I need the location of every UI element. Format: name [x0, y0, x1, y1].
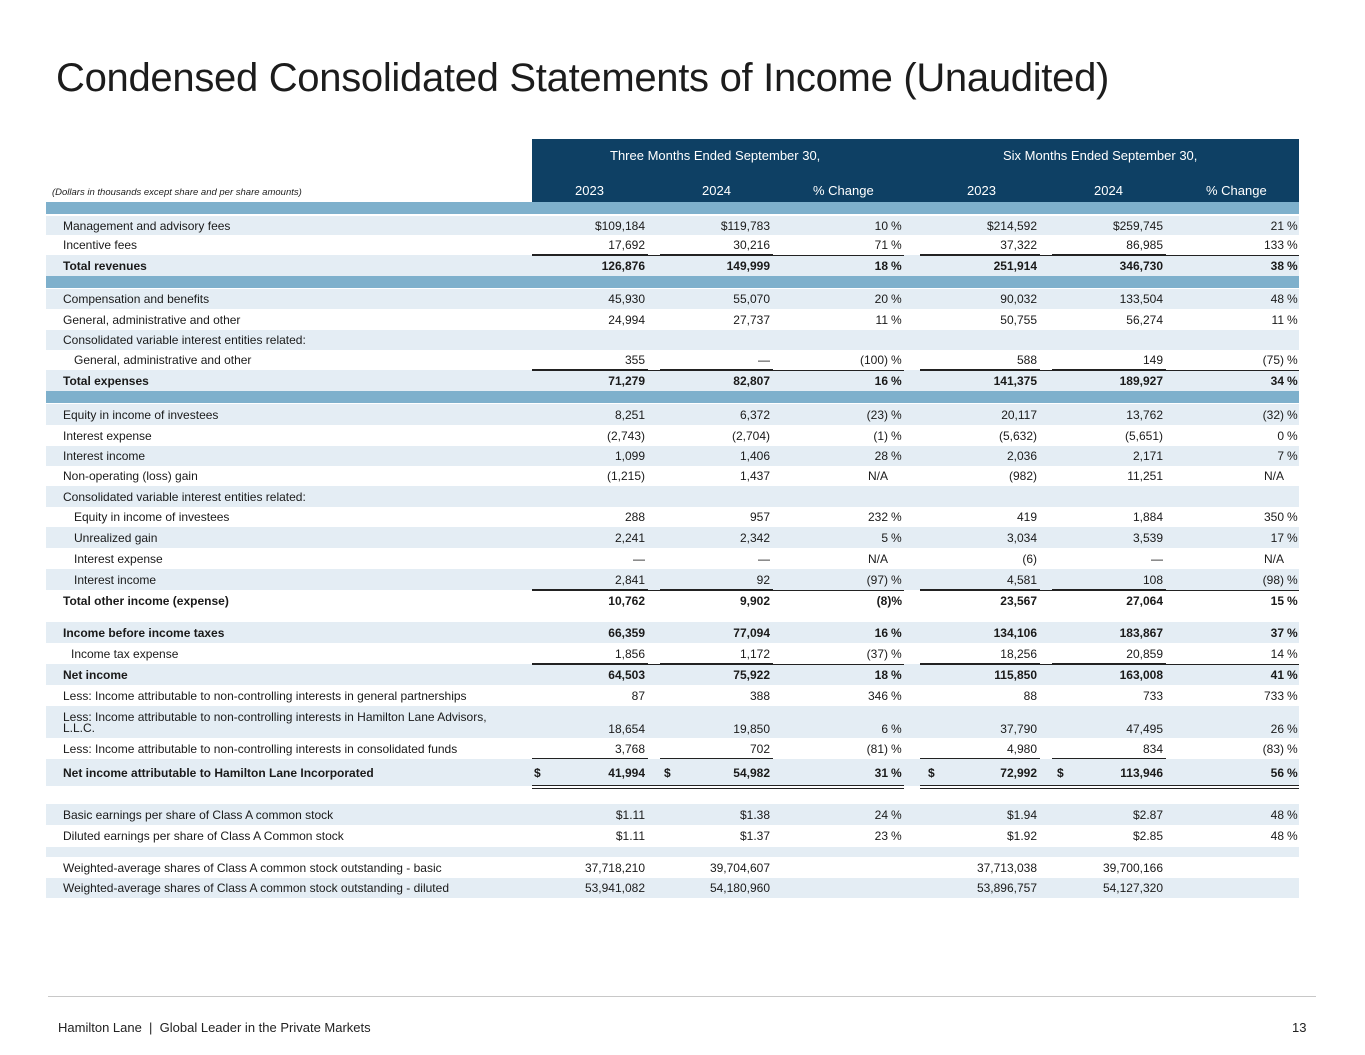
row-label: Interest expense [74, 552, 163, 566]
percent-sign: % [891, 531, 902, 545]
percent-sign: % [891, 238, 902, 252]
change-cell: (1) [873, 429, 888, 443]
value-cell: 4,581 [1006, 573, 1037, 587]
value-cell: (5,651) [1124, 429, 1163, 443]
spacer-row [46, 847, 1299, 857]
row-label: Weighted-average shares of Class A common stock outstanding - basic [63, 861, 442, 875]
change-cell: 733 [1263, 689, 1284, 703]
value-cell: 6,372 [739, 408, 770, 422]
value-cell: 141,375 [993, 374, 1037, 388]
value-cell: 189,927 [1119, 374, 1163, 388]
row-label: Management and advisory fees [63, 219, 231, 233]
value-cell: 834 [1142, 742, 1163, 756]
total-top-rule [532, 590, 904, 591]
percent-sign: % [891, 722, 902, 736]
table-row [46, 706, 1299, 738]
value-cell: 18,256 [1000, 647, 1037, 661]
percent-sign: % [891, 626, 902, 640]
percent-sign: % [891, 808, 902, 822]
value-cell: (1,215) [606, 469, 645, 483]
header-col-2024-q: 2024 [702, 183, 731, 198]
change-cell: (83) [1262, 742, 1284, 756]
row-label: Incentive fees [63, 238, 138, 252]
change-cell: 17 [1270, 531, 1284, 545]
units-note: (Dollars in thousands except share and per share amounts) [52, 187, 302, 198]
table-row [46, 446, 1299, 466]
value-cell: 1,884 [1132, 510, 1163, 524]
change-cell: 37 [1270, 626, 1284, 640]
change-cell: 28 [874, 449, 888, 463]
value-cell: 149 [1142, 353, 1163, 367]
value-cell: 66,359 [608, 626, 645, 640]
change-cell: 346 [867, 689, 888, 703]
header-three-months: Three Months Ended September 30, [610, 148, 821, 163]
table-row [46, 759, 1299, 786]
total-top-rule [920, 664, 1299, 665]
value-cell: 37,718,210 [584, 861, 645, 875]
value-cell: 92 [756, 573, 770, 587]
change-cell: (75) [1262, 353, 1284, 367]
value-cell: 88 [1023, 689, 1037, 703]
value-cell: 39,700,166 [1102, 861, 1163, 875]
change-cell: 11 [875, 313, 888, 327]
value-cell: 2,241 [614, 531, 645, 545]
value-cell: $1.94 [1006, 808, 1037, 822]
change-cell: N/A [867, 469, 888, 483]
percent-sign: % [891, 829, 902, 843]
percent-sign: % [1287, 626, 1298, 640]
change-cell: 21 [1270, 219, 1284, 233]
change-cell: (97) [866, 573, 888, 587]
value-cell: 288 [624, 510, 645, 524]
dollar-sign: $ [664, 766, 671, 780]
value-cell: 251,914 [993, 259, 1037, 273]
percent-sign: % [891, 259, 902, 273]
table-row [46, 643, 1299, 664]
value-cell: 30,216 [733, 238, 770, 252]
value-cell: 41,994 [608, 766, 645, 780]
percent-sign: % [891, 510, 902, 524]
percent-sign: % [1287, 374, 1298, 388]
row-label: Total revenues [63, 259, 147, 273]
value-cell: $259,745 [1112, 219, 1163, 233]
change-cell: 48 [1270, 808, 1284, 822]
change-cell: 7 [1277, 449, 1284, 463]
change-cell: N/A [1263, 469, 1284, 483]
percent-sign: % [1287, 531, 1298, 545]
table-row [46, 350, 1299, 370]
percent-sign: % [1287, 594, 1298, 608]
table-row [46, 738, 1299, 759]
change-cell: N/A [1263, 552, 1284, 566]
percent-sign: % [891, 647, 902, 661]
percent-sign: % [1287, 510, 1298, 524]
value-cell: — [633, 552, 645, 566]
row-label: Net income [63, 668, 128, 682]
value-cell: 733 [1142, 689, 1163, 703]
percent-sign: % [1287, 259, 1298, 273]
value-cell: 2,342 [739, 531, 770, 545]
percent-sign: % [891, 668, 902, 682]
section-band [46, 276, 1299, 288]
change-cell: 16 [874, 374, 888, 388]
row-label: Total other income (expense) [63, 594, 229, 608]
change-cell: 0 [1277, 429, 1284, 443]
value-cell: 50,755 [1000, 313, 1037, 327]
change-cell: 15 [1270, 594, 1284, 608]
table-row [46, 622, 1299, 643]
row-label: Unrealized gain [74, 531, 158, 545]
value-cell: 2,841 [614, 573, 645, 587]
value-cell: 71,279 [608, 374, 645, 388]
section-band [46, 391, 1299, 403]
change-cell: 41 [1270, 668, 1284, 682]
row-label: Non-operating (loss) gain [63, 469, 198, 483]
table-row [46, 569, 1299, 590]
header-col-change-h: % Change [1206, 183, 1267, 198]
header-col-2024-h: 2024 [1094, 183, 1123, 198]
value-cell: 87 [631, 689, 645, 703]
value-cell: (2,704) [731, 429, 770, 443]
value-cell: 183,867 [1119, 626, 1163, 640]
percent-sign: % [1287, 668, 1298, 682]
value-cell: — [1151, 552, 1163, 566]
value-cell: $2.85 [1132, 829, 1163, 843]
row-label: Interest income [74, 573, 157, 587]
value-cell: 54,180,960 [709, 881, 770, 895]
page-title: Condensed Consolidated Statements of Income (Unaudited) [56, 56, 1110, 100]
value-cell: 39,704,607 [709, 861, 770, 875]
value-cell: (5,632) [998, 429, 1037, 443]
percent-sign: % [1287, 766, 1298, 780]
value-cell: 53,896,757 [976, 881, 1037, 895]
percent-sign: % [1287, 292, 1298, 306]
percent-sign: % [1287, 689, 1298, 703]
value-cell: 77,094 [733, 626, 770, 640]
value-cell: 108 [1142, 573, 1163, 587]
total-top-rule [920, 590, 1299, 591]
change-cell: (98) [1262, 573, 1284, 587]
table-row [46, 370, 1299, 391]
value-cell: 27,064 [1126, 594, 1163, 608]
value-cell: 45,930 [608, 292, 645, 306]
value-cell: 355 [624, 353, 645, 367]
value-cell: 37,713,038 [976, 861, 1037, 875]
percent-sign: % [1287, 829, 1298, 843]
percent-sign: % [1287, 742, 1298, 756]
percent-sign: % [891, 313, 902, 327]
change-cell: 18 [874, 668, 888, 682]
row-label: Income tax expense [71, 647, 179, 661]
row-label: General, administrative and other [63, 313, 241, 327]
percent-sign: % [891, 742, 902, 756]
table-header [532, 139, 1299, 202]
total-top-rule [532, 370, 904, 371]
value-cell: — [758, 552, 770, 566]
table-row [46, 216, 1299, 235]
value-cell: 702 [749, 742, 770, 756]
row-label: Equity in income of investees [63, 408, 219, 422]
value-cell: 133,504 [1119, 292, 1163, 306]
change-cell: (32) [1262, 408, 1284, 422]
value-cell: 2,171 [1132, 449, 1163, 463]
value-cell: $109,184 [594, 219, 645, 233]
value-cell: 3,768 [614, 742, 645, 756]
value-cell: 56,274 [1126, 313, 1163, 327]
table-row [46, 466, 1299, 486]
table-row [46, 685, 1299, 706]
value-cell: 27,737 [733, 313, 770, 327]
change-cell: 26 [1270, 722, 1284, 736]
table-row [46, 590, 1299, 611]
value-cell: 55,070 [733, 292, 770, 306]
value-cell: $1.11 [615, 808, 645, 822]
row-label: Equity in income of investees [74, 510, 230, 524]
value-cell: 47,495 [1126, 722, 1163, 736]
value-cell: 1,406 [739, 449, 770, 463]
change-cell: 71 [874, 238, 888, 252]
change-cell: 48 [1270, 292, 1284, 306]
row-label: Interest expense [63, 429, 152, 443]
dollar-sign: $ [1057, 766, 1064, 780]
table-row [46, 664, 1299, 685]
change-cell: 56 [1270, 766, 1284, 780]
change-cell: (37) [866, 647, 888, 661]
percent-sign: % [891, 449, 902, 463]
value-cell: 64,503 [608, 668, 645, 682]
value-cell: 11,251 [1127, 469, 1163, 483]
total-top-rule [532, 664, 904, 665]
change-cell: (100) [859, 353, 888, 367]
table-row [46, 404, 1299, 425]
value-cell: 126,876 [601, 259, 645, 273]
change-cell: N/A [867, 552, 888, 566]
value-cell: $2.87 [1132, 808, 1163, 822]
percent-sign: % [891, 689, 902, 703]
change-cell: 350 [1263, 510, 1284, 524]
table-row [46, 507, 1299, 527]
change-cell: 34 [1270, 374, 1284, 388]
total-top-rule [920, 255, 1299, 256]
percent-sign: % [1287, 722, 1298, 736]
row-label: Less: Income attributable to non-controlling interests in Hamilton Lane Advisors, [63, 710, 487, 724]
value-cell: (982) [1008, 469, 1037, 483]
value-cell: 86,985 [1126, 238, 1163, 252]
value-cell: 24,994 [608, 313, 645, 327]
header-col-2023-h: 2023 [967, 183, 996, 198]
row-label: Income before income taxes [63, 626, 225, 640]
row-label-continued: L.L.C. [63, 721, 96, 735]
change-cell: 18 [874, 259, 888, 273]
percent-sign: % [1287, 647, 1298, 661]
percent-sign: % [1287, 573, 1298, 587]
table-row [46, 486, 1299, 507]
table-row [46, 804, 1299, 825]
value-cell: 37,322 [1000, 238, 1037, 252]
row-label: Consolidated variable interest entities related: [63, 490, 306, 504]
value-cell: 134,106 [993, 626, 1037, 640]
value-cell: $1.92 [1006, 829, 1037, 843]
value-cell: 82,807 [733, 374, 770, 388]
value-cell: 588 [1016, 353, 1037, 367]
footer-divider [48, 996, 1316, 997]
dollar-sign: $ [534, 766, 541, 780]
row-label: Diluted earnings per share of Class A Common stock [63, 829, 344, 843]
value-cell: 20,859 [1126, 647, 1163, 661]
change-cell: (23) [866, 408, 888, 422]
value-cell: 149,999 [726, 259, 770, 273]
value-cell: 1,856 [614, 647, 645, 661]
percent-sign: % [891, 219, 902, 233]
change-cell: 38 [1270, 259, 1284, 273]
footer-text: Hamilton Lane | Global Leader in the Private Markets [58, 1020, 371, 1035]
page-number: 13 [1292, 1020, 1307, 1035]
change-cell: 133 [1263, 238, 1284, 252]
value-cell: 115,850 [994, 668, 1037, 682]
percent-sign: % [891, 353, 902, 367]
percent-sign: % [1287, 219, 1298, 233]
value-cell: 53,941,082 [584, 881, 645, 895]
change-cell: (81) [866, 742, 888, 756]
value-cell: 2,036 [1006, 449, 1037, 463]
value-cell: 3,539 [1132, 531, 1163, 545]
value-cell: 18,654 [608, 722, 645, 736]
value-cell: 957 [749, 510, 770, 524]
value-cell: 1,437 [739, 469, 770, 483]
change-cell: 5 [881, 531, 888, 545]
value-cell: 54,982 [733, 766, 770, 780]
percent-sign: % [891, 766, 902, 780]
total-double-rule [532, 785, 904, 789]
percent-sign: % [1287, 808, 1298, 822]
row-label: Basic earnings per share of Class A common stock [63, 808, 334, 822]
percent-sign: % [1287, 429, 1298, 443]
value-cell: (6) [1022, 552, 1037, 566]
value-cell: 90,032 [1000, 292, 1037, 306]
table-row [46, 255, 1299, 276]
change-cell: 24 [874, 808, 888, 822]
change-cell: 23 [874, 829, 888, 843]
change-cell: 48 [1270, 829, 1284, 843]
section-band [46, 202, 1299, 214]
change-cell: (8)% [876, 594, 902, 608]
table-row [46, 330, 1299, 350]
value-cell: 388 [749, 689, 770, 703]
value-cell: 17,692 [608, 238, 645, 252]
value-cell: — [758, 353, 770, 367]
table-row [46, 825, 1299, 846]
percent-sign: % [1287, 313, 1298, 327]
value-cell: 163,008 [1119, 668, 1163, 682]
value-cell: 113,946 [1120, 766, 1163, 780]
value-cell: 19,850 [733, 722, 770, 736]
percent-sign: % [891, 408, 902, 422]
table-row [46, 309, 1299, 330]
total-top-rule [920, 370, 1299, 371]
total-double-rule [920, 785, 1299, 789]
value-cell: 4,980 [1006, 742, 1037, 756]
change-cell: 232 [867, 510, 888, 524]
value-cell: 8,251 [614, 408, 645, 422]
table-row [46, 235, 1299, 255]
table-row [46, 857, 1299, 878]
value-cell: 37,790 [1000, 722, 1037, 736]
value-cell: 13,762 [1126, 408, 1163, 422]
value-cell: 75,922 [733, 668, 770, 682]
value-cell: 9,902 [739, 594, 770, 608]
row-label: Net income attributable to Hamilton Lane Incorporated [63, 766, 374, 780]
value-cell: $119,783 [720, 219, 770, 233]
change-cell: 14 [1270, 647, 1284, 661]
change-cell: 11 [1271, 313, 1284, 327]
row-label: Weighted-average shares of Class A common stock outstanding - diluted [63, 881, 449, 895]
row-label: General, administrative and other [74, 353, 252, 367]
value-cell: 23,567 [1000, 594, 1037, 608]
percent-sign: % [1287, 408, 1298, 422]
row-label: Interest income [63, 449, 146, 463]
value-cell: 10,762 [608, 594, 645, 608]
table-row [46, 425, 1299, 446]
row-label: Less: Income attributable to non-controlling interests in consolidated funds [63, 742, 458, 756]
percent-sign: % [1287, 449, 1298, 463]
dollar-sign: $ [928, 766, 935, 780]
value-cell: 1,099 [614, 449, 645, 463]
row-label: Total expenses [63, 374, 149, 388]
value-cell: (2,743) [606, 429, 645, 443]
value-cell: 419 [1016, 510, 1037, 524]
percent-sign: % [1287, 353, 1298, 367]
row-label: Consolidated variable interest entities related: [63, 333, 306, 347]
row-label: Compensation and benefits [63, 292, 210, 306]
table-row [46, 878, 1299, 898]
table-row [46, 289, 1299, 309]
value-cell: $214,592 [986, 219, 1037, 233]
value-cell: 20,117 [1001, 408, 1037, 422]
total-top-rule [532, 255, 904, 256]
percent-sign: % [891, 573, 902, 587]
value-cell: $1.38 [739, 808, 770, 822]
value-cell: $1.37 [739, 829, 770, 843]
value-cell: 3,034 [1006, 531, 1037, 545]
percent-sign: % [1287, 238, 1298, 252]
percent-sign: % [891, 429, 902, 443]
header-col-2023-q: 2023 [575, 183, 604, 198]
value-cell: $1.11 [615, 829, 645, 843]
row-label: Less: Income attributable to non-controlling interests in general partnerships [63, 689, 467, 703]
table-row [46, 527, 1299, 548]
change-cell: 31 [874, 766, 888, 780]
header-six-months: Six Months Ended September 30, [1003, 148, 1198, 163]
value-cell: 54,127,320 [1102, 881, 1163, 895]
change-cell: 10 [874, 219, 888, 233]
value-cell: 1,172 [739, 647, 770, 661]
change-cell: 20 [874, 292, 888, 306]
percent-sign: % [891, 292, 902, 306]
value-cell: 72,992 [1000, 766, 1037, 780]
value-cell: 346,730 [1119, 259, 1163, 273]
change-cell: 16 [874, 626, 888, 640]
percent-sign: % [891, 374, 902, 388]
table-row [46, 548, 1299, 569]
change-cell: 6 [881, 722, 888, 736]
header-col-change-q: % Change [813, 183, 874, 198]
